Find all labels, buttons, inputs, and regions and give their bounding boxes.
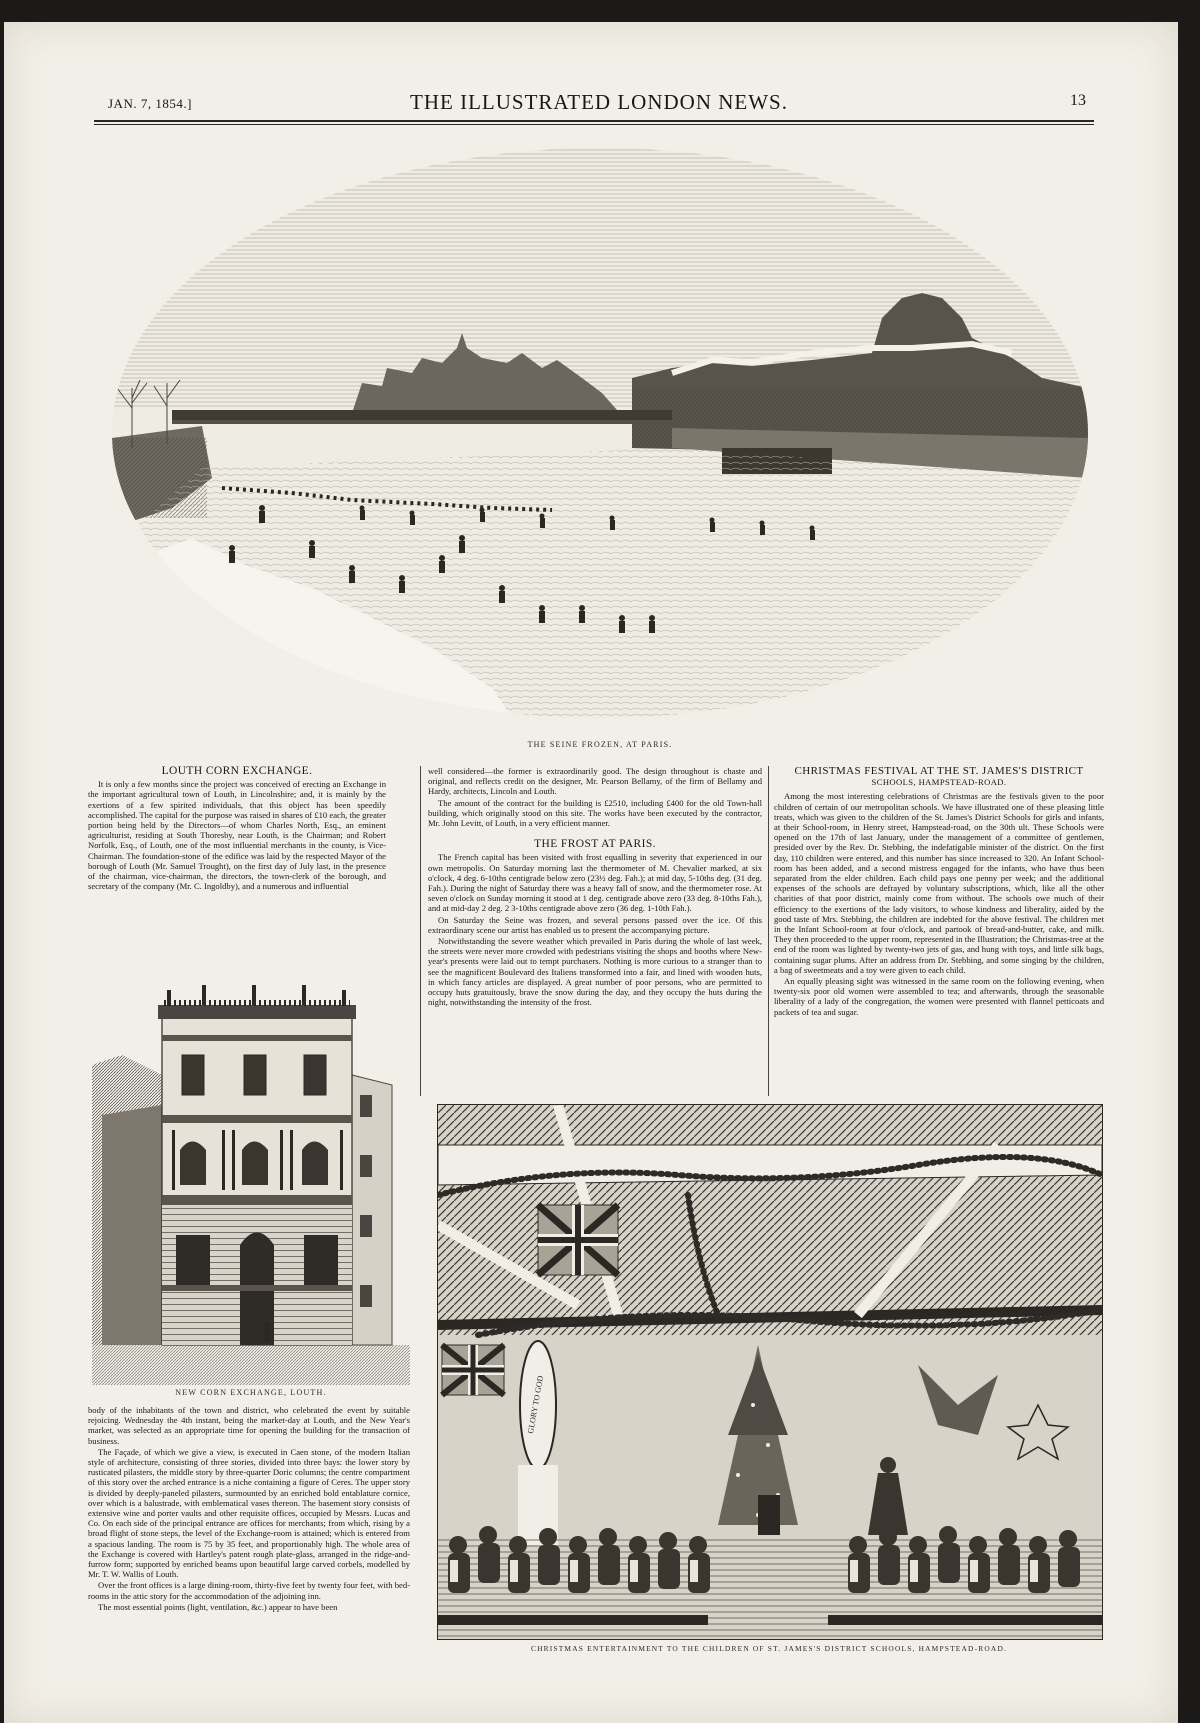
christmas-heading: CHRISTMAS FESTIVAL AT THE ST. JAMES'S DISTRICT <box>794 765 1084 777</box>
column-rule <box>420 766 421 1096</box>
frost-paragraph: On Saturday the Seine was frozen, and several persons passed over the ice. Of this extraordinary scene our artist has enabled us to present the accompanying picture. <box>428 914 762 935</box>
louth-paragraph: well considered—the former is extraordinarily good. The design throughout is chaste and original, and reflects credit on the designer, Mr. Pearson Bellamy, of the firm of Bellamy and Hardy, architects, Lincoln and Louth. <box>428 766 762 797</box>
louth-paragraph: Over the front offices is a large dining-room, thirty-five feet by twenty four feet, with bed-rooms in the attic story for the accommodation of the adjoining inn. <box>88 1580 410 1601</box>
christmas-paragraph: Among the most interesting celebrations of Christmas are the festivals given to the poor children of certain of our metropolitan schools. We have illustrated one of these pleasing little treats, which was given to the children of the St. James's District Schools for girls and infants, at their School-room, in Henry street, Hampstead-road, on the 30th ult. These Schools were opened on the 17th of last January, under the management of a committee of gentlemen, presided over by the Rev. Dr. Stebbing, the indefatigable minister of the district. On the first day, 110 children were entered, and this number has since increased to 320. An Infant School-room has been added, and a second mistress engaged for the infants, who have thus been separated from the elder children. Each child pays one penny per week; and the additional expenses of the schools are defrayed by voluntary subscriptions, which, like all the other charities of that poor district, mainly come from without. The schools owe much of their efficiency to the exertions of the lady visitors, to whose kindness and liberality, aided by the good taste of Mrs. Stebbing, the children are indebted for the above festival. The children met in the Infant School-room at four o'clock, and partook of bread-and-butter, cake, and milk. They then proceeded to the upper room, represented in the Illustration; the Christmas-tree at the end of the room was lighted by twenty-two jets of gas, and hung with toys, and little silk bags, containing sugar plums. After an address from Dr. Stebbing, and some singing by the children, a bag of sweetmeats and a toy were given to each child. <box>774 791 1104 975</box>
seine-frozen-engraving <box>112 148 1088 718</box>
christmas-subheading: SCHOOLS, HAMPSTEAD-ROAD. <box>871 777 1007 788</box>
page-header <box>104 86 1094 120</box>
louth-paragraph: The Façade, of which we give a view, is executed in Caen stone, of the modern Italian style of architecture, consisting of three stories, divided into three bays: the lower story by rusticated pilasters, the middle story by three-quarter Doric columns; the centre compartment of this story over the arched entrance is a niche containing a figure of Ceres. The upper story is divided by deeply-paneled pilasters, surmounted by an enriched bold entablature cornice, over which is a balustrade, with emblematical vases thereon. The basement story consists of extensive wine and porter vaults and other requisite offices, occupied by Messrs. Lucas and Co. On each side of the principal entrance are offices for merchants; from which, rising by a broad flight of stone steps, the level of the Exchange-room is attained; which is entered from a spacious landing. The room is 75 by 35 feet, and proportionably high. The whole area of the Exchange is covered with Hartley's patent rough plate-glass, arranged in the ridge-and-furrow form; supported by enriched beams upon beautiful large carved corbels, modelled by Mr. T. W. Wallis of Louth. <box>88 1446 410 1580</box>
christmas-caption: CHRISTMAS ENTERTAINMENT TO THE CHILDREN OF ST. JAMES'S DISTRICT SCHOOLS, HAMPSTEAD-ROAD. <box>530 1644 1008 1653</box>
banner-text: GLORY TO GOD <box>526 1374 546 1435</box>
page-number: 13 <box>1070 92 1086 109</box>
christmas-article <box>774 766 1104 1018</box>
frost-heading: THE FROST AT PARIS. <box>534 838 656 851</box>
masthead-title: THE ILLUSTRATED LONDON NEWS. <box>410 90 788 114</box>
middle-column <box>428 766 762 1008</box>
header-rule <box>94 120 1094 122</box>
seine-scene-svg <box>112 148 1088 718</box>
louth-paragraph: The amount of the contract for the building is £2510, including £400 for the old Town-hall building, which originally stood on this site. The works have been executed by the contractor, Mr. John Levitt, of Louth, in a very efficient manner. <box>428 797 762 829</box>
louth-paragraph: body of the inhabitants of the town and district, who celebrated the event by suitable rejoicing. Wednesday the 4th instant, being the market-day at Louth, and the New Year's market, was selected as an appropriate time for opening the building for the transaction of business. <box>88 1405 410 1446</box>
louth-paragraph: It is only a few months since the project was conceived of erecting an Exchange in the important agricultural town of Louth, in Lincolnshire; and, it is mainly by the exertions of a few spirited individuals, that this object has been speedily accomplished. The capital for the purpose was raised in shares of £10 each, the greater portion being held by the Directors—of whom Charles North, Esq., an eminent agriculturist, residing at South Thoresby, near Louth, is the Chairman; and Robert Norfolk, Esq., of Louth, one of the most influential merchants in the county, is Vice-Chairman. The foundation-stone of the edifice was laid by the respected Mayor of the borough of Louth (Mr. Samuel Trought), on the first day of July last, in the presence of the chairman, vice-chairman, the directors, the town-clerk of the borough, and secretary of the company (Mr. C. Ingoldby), and a numerous and influential <box>88 779 386 892</box>
christmas-scene-svg <box>438 1105 1102 1639</box>
louth-article-part1 <box>88 766 386 892</box>
louth-article-part2 <box>88 1405 410 1613</box>
header-rule-thin <box>94 124 1094 125</box>
column-rule <box>768 766 769 1096</box>
louth-heading: LOUTH CORN EXCHANGE. <box>161 765 313 777</box>
frost-paragraph: The French capital has been visited with frost equalling in severity that experienced in our own metropolis. On Saturday morning last the thermometer of M. Chevalier marked, at six o'clock, 4 deg. 6-10ths centigrade below zero (23½ deg. Fah.); at mid day, 5-10ths deg. (31 deg. Fah.). During the night of Saturday there was a heavy fall of snow, and the thermometer rose. At seven o'clock on Sunday morning it stood at 1 deg. centigrade above zero (33 deg. 8-10ths Fah.), and at mid-day 2 deg. 2 3-10ths centigrade above zero (36 deg. 1-10th Fah.). <box>428 852 762 914</box>
corn-exchange-caption: NEW CORN EXCHANGE, LOUTH. <box>175 1388 327 1397</box>
christmas-entertainment-engraving <box>437 1104 1103 1640</box>
union-flag-left <box>442 1345 504 1395</box>
christmas-paragraph: An equally pleasing sight was witnessed in the same room on the following evening, when twenty-six poor old women were assembled to tea; and afterwards, through the seasonable liberality of a lady of the congregation, the women were presented with flannel petticoats and packets of tea and sugar. <box>774 976 1104 1017</box>
corn-exchange-svg <box>92 945 410 1385</box>
corn-exchange-engraving <box>92 945 410 1385</box>
seine-caption: THE SEINE FROZEN, AT PARIS. <box>527 740 673 749</box>
issue-date: JAN. 7, 1854.] <box>108 96 192 111</box>
louth-paragraph: The most essential points (light, ventilation, &c.) appear to have been <box>98 1601 338 1612</box>
frost-paragraph: Notwithstanding the severe weather which prevailed in Paris during the whole of last week, the streets were never more crowded with pedestrians visiting the shops and booths where New-year's presents were laid out to tempt purchasers. Nothing is more curious to a stranger than to see the magnificent Boulevard des Italiens transformed into a fair, and lined with wooden huts, in which fancy articles are displayed. A great number of poor persons, who are permitted to occupy huts gratuitously, brave the snow during the day, and they occupy the huts during the night, notwithstanding the intensity of the frost. <box>428 936 762 1008</box>
